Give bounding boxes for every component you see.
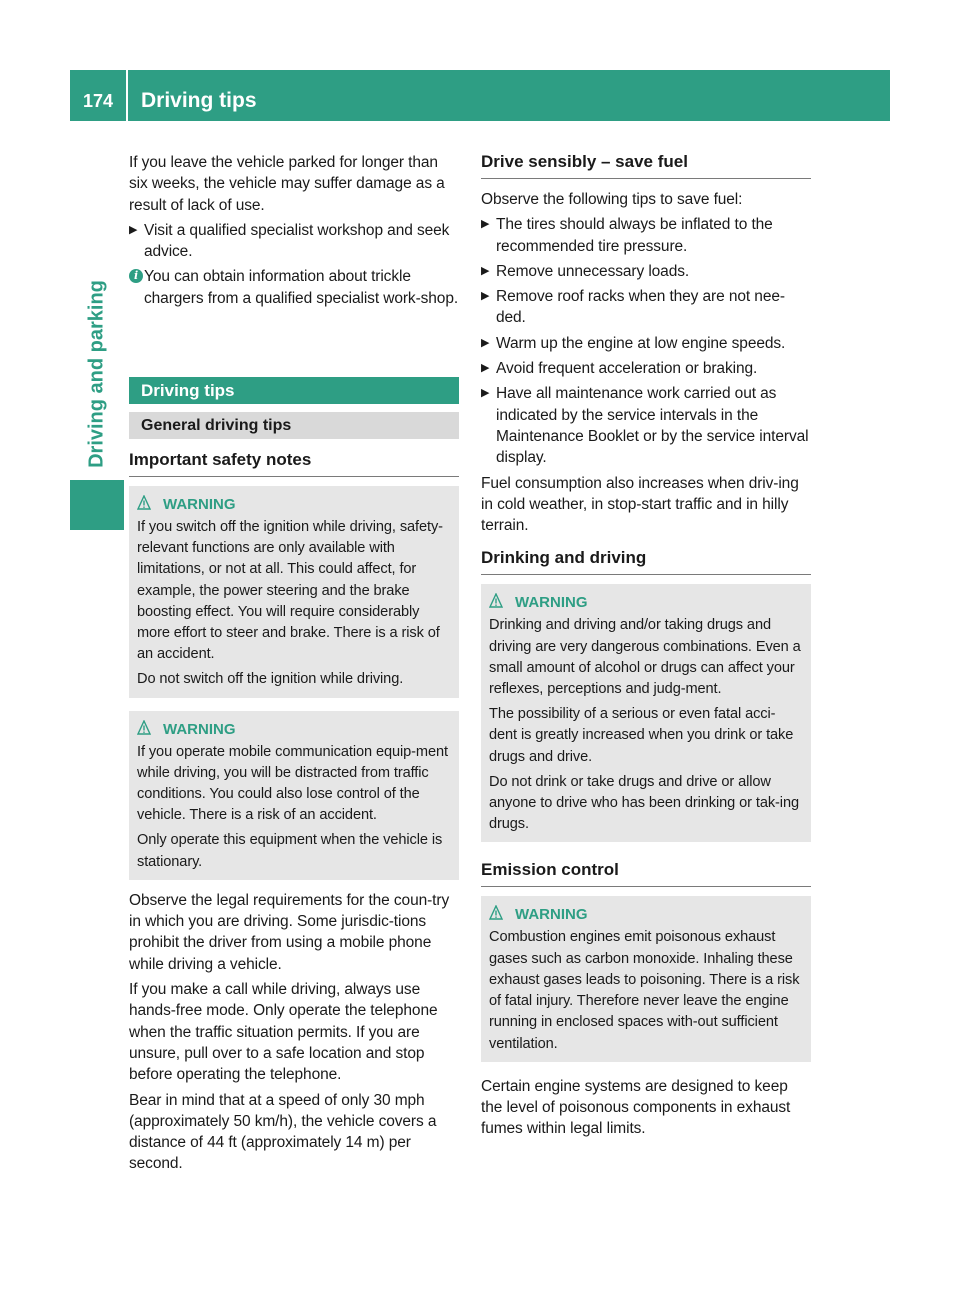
- section-title: Driving tips: [129, 377, 459, 404]
- left-column: [129, 152, 459, 309]
- paragraph-legal: Observe the legal requirements for the coun-try in which you are driving. Some jurisdic-tions prohibit the driver from using a mobile phone while driving a vehicle.: [129, 891, 450, 973]
- fuel-tip: ▶ Avoid frequent acceleration or braking.: [481, 358, 811, 379]
- fuel-tip: ▶ The tires should always be inflated to the recommended tire pressure.: [481, 214, 811, 257]
- right-column: [481, 152, 811, 1140]
- info-note: [129, 266, 459, 309]
- warning-label: WARNING: [515, 906, 588, 924]
- fuel-intro: Observe the following tips to save fuel:: [481, 191, 743, 208]
- header-divider: [126, 70, 128, 121]
- fuel-tip: ▶ Remove roof racks when they are not nee-ded.: [481, 286, 811, 329]
- warning-triangle-icon: [137, 720, 151, 736]
- chapter-side-label: Driving and parking: [85, 280, 108, 468]
- warning-title: [137, 719, 451, 740]
- warning-text: Do not drink or take drugs and drive or allow anyone to drive who has been drinking or tak-ing drugs.: [489, 773, 799, 833]
- general-tips-section: [129, 412, 459, 1175]
- warning-text: Combustion engines emit poisonous exhaust gases such as carbon monoxide. Inhaling these exhaust gases leads to poisoning. There is a risk of fatal injury. Therefore never leave the engine running in enclosed spaces with-out sufficient ventilation.: [489, 929, 800, 1052]
- driving-tips-section: [129, 377, 459, 404]
- warning-box-drinking: [481, 584, 811, 842]
- heading-drinking-driving: Drinking and driving: [481, 548, 811, 575]
- bullet-workshop: ▶ Visit a qualified specialist workshop and seek advice.: [129, 220, 459, 263]
- heading-save-fuel: Drive sensibly – save fuel: [481, 152, 811, 179]
- heading-emission-control: Emission control: [481, 860, 811, 887]
- fuel-outro: Fuel consumption also increases when driv-ing in cold weather, in stop-start traffic and in hilly terrain.: [481, 474, 799, 535]
- warning-triangle-icon: [489, 905, 503, 921]
- warning-text: The possibility of a serious or even fatal acci-dent is greatly increased when you drink or take drugs and drive.: [489, 706, 794, 765]
- warning-text: Only operate this equipment when the vehicle is stationary.: [137, 832, 443, 870]
- warning-text: If you switch off the ignition while driving, safety-relevant functions are only available with limitations, or not at all. This could affect, for example, the power steering and the brake boosting effect. You will require considerably more effort to steer and brake. There is a risk of an accident.: [137, 519, 443, 663]
- warning-title: [489, 592, 803, 613]
- warning-text: Drinking and driving and/or taking drugs and driving are very dangerous combinations. Even a small amount of alcohol or drugs can affect your reflexes, perceptions and judg-ment.: [489, 617, 801, 698]
- paragraph-handsfree: If you make a call while driving, always use hands-free mode. Only operate the telephone when the traffic situation permits. If you are unsure, pull over to a safe location and stop before operating the telephone.: [129, 981, 438, 1084]
- warning-title: [489, 904, 803, 925]
- warning-label: WARNING: [163, 496, 236, 513]
- warning-triangle-icon: [489, 593, 503, 609]
- warning-label: WARNING: [515, 594, 588, 612]
- page-number: 174: [82, 91, 114, 111]
- subsection-title: General driving tips: [129, 412, 459, 439]
- warning-triangle-icon: [137, 495, 151, 511]
- info-note-text: You can obtain information about trickle chargers from a qualified specialist work-shop.: [144, 268, 459, 307]
- chapter-marker-block: [70, 480, 124, 530]
- paragraph-emission: Certain engine systems are designed to keep the level of poisonous components in exhaust fumes within legal limits.: [481, 1077, 791, 1138]
- warning-title: [137, 494, 451, 515]
- warning-box-emission: [481, 896, 811, 1061]
- warning-text: If you operate mobile communication equip-ment while driving, you will be distracted from traffic conditions. You could also lose control of the vehicle. There is a risk of an accident.: [137, 743, 448, 824]
- heading-safety-notes: Important safety notes: [129, 450, 459, 477]
- fuel-tip: ▶ Remove unnecessary loads.: [481, 261, 811, 282]
- intro-paragraph: If you leave the vehicle parked for longer than six weeks, the vehicle may suffer damage as a result of lack of use.: [129, 154, 445, 214]
- warning-box-ignition: [129, 486, 459, 698]
- warning-label: WARNING: [163, 720, 236, 738]
- fuel-tip: ▶ Warm up the engine at low engine speeds.: [481, 333, 811, 354]
- paragraph-speed: Bear in mind that at a speed of only 30 mph (approximately 50 km/h), the vehicle covers a distance of 44 ft (approximately 14 m) per second.: [129, 1091, 437, 1173]
- warning-box-mobile: [129, 711, 459, 880]
- fuel-tip: ▶ Have all maintenance work carried out as indicated by the service intervals in the Maintenance Booklet or by the service interval display.: [481, 383, 811, 468]
- info-icon: i: [129, 269, 143, 283]
- page-title: Driving tips: [141, 89, 257, 112]
- warning-text: Do not switch off the ignition while driving.: [137, 671, 404, 688]
